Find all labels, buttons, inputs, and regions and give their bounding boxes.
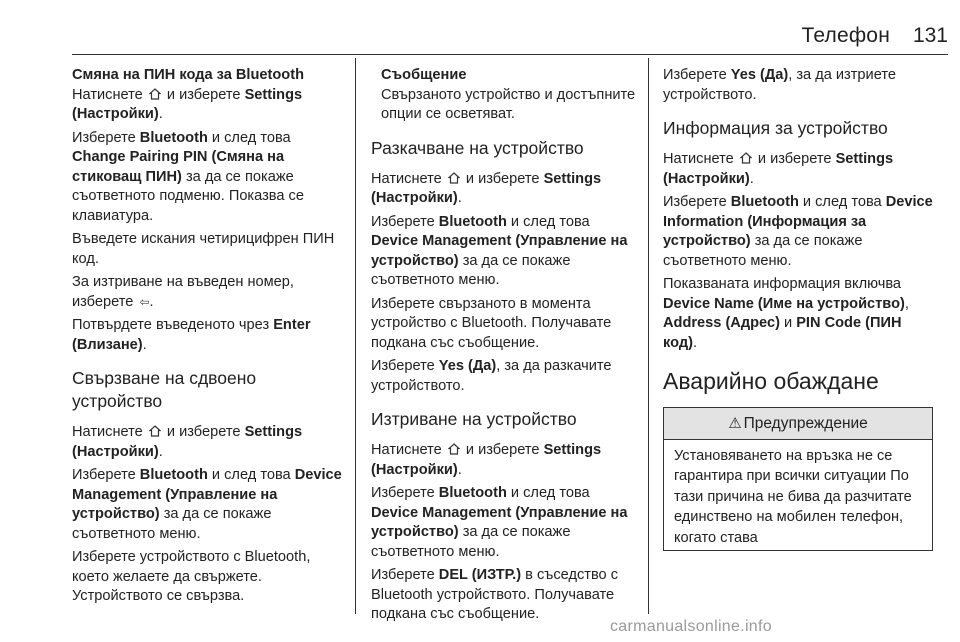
menu-label: Bluetooth: [438, 485, 507, 501]
home-icon: [149, 88, 161, 100]
text: и изберете: [753, 151, 836, 167]
text: за да се покаже съответното меню.: [371, 252, 571, 288]
text: за да се покаже съответното подменю. Показва се клавиатура.: [72, 168, 304, 224]
menu-label: Device Management (Управление на устройство): [371, 504, 628, 540]
column-divider: [648, 58, 649, 614]
text: .: [142, 336, 147, 353]
text: Изберете: [371, 358, 439, 374]
chapter-title: Телефон: [801, 24, 890, 47]
text: Потвърдете въведеното чрез: [72, 317, 274, 333]
column-divider: [355, 58, 356, 614]
backspace-icon: ⇦: [139, 294, 150, 309]
text: Натиснете: [72, 86, 147, 103]
menu-label: Address (Адрес): [663, 315, 780, 331]
text: и след това: [506, 213, 590, 230]
text: Изберете: [663, 67, 731, 83]
paragraph: [72, 423, 342, 462]
column-2: [371, 66, 637, 629]
paragraph: Изберете свързаното в момента устройство с Bluetooth. Получавате подкана със съобщение.: [371, 295, 612, 351]
heading-connect-paired: Свързване на сдвоено устройство: [72, 368, 257, 411]
menu-label: Bluetooth: [139, 467, 208, 483]
paragraph: [72, 86, 342, 125]
menu-label: Device Name (Име на устройство): [663, 295, 905, 312]
menu-label: Settings (Настройки): [371, 170, 602, 206]
page-header: [72, 0, 948, 54]
text: Изберете: [663, 194, 731, 210]
warning-header: [664, 408, 932, 440]
paragraph: [371, 566, 637, 625]
text: .: [457, 190, 462, 206]
heading-device-info: Информация за устройство: [663, 118, 888, 138]
menu-label: Bluetooth: [730, 194, 799, 210]
home-icon: [149, 425, 161, 437]
text: и след това: [207, 129, 291, 146]
text: .: [457, 461, 462, 478]
header-rule: [72, 54, 948, 55]
menu-label: Bluetooth: [438, 213, 507, 230]
warning-title: Предупреждение: [743, 415, 868, 432]
paragraph: Изберете устройството с Bluetooth, което желаете да свържете. Устройството се свързва.: [72, 549, 311, 604]
paragraph: [371, 441, 637, 480]
heading-emergency-call: Аварийно обаждане: [663, 368, 879, 394]
paragraph: [371, 170, 637, 209]
text: За изтриване на въведен номер, изберете: [72, 274, 294, 310]
text: и изберете: [461, 170, 544, 187]
text: , за да разкачите устройството.: [371, 358, 612, 394]
text: за да се покаже съответното меню.: [663, 233, 863, 269]
menu-label: Settings (Настройки): [371, 442, 602, 478]
text: Изберете: [371, 567, 439, 583]
text: Изберете: [371, 485, 439, 501]
text: .: [149, 293, 154, 310]
note-title: Съобщение: [381, 67, 467, 83]
menu-label: Device Management (Управление на устройство): [72, 467, 342, 522]
paragraph: [663, 66, 933, 105]
text: и след това: [207, 467, 295, 483]
column-1: [72, 66, 342, 611]
text: и след това: [506, 485, 590, 501]
text: в съседство с Bluetooth устройството. Получавате подкана със съобщение.: [371, 567, 619, 622]
text: Изберете: [72, 467, 140, 483]
text: и изберете: [162, 424, 245, 440]
paragraph: [663, 150, 933, 189]
column-3: [663, 66, 933, 551]
note-text: Свързаното устройство и достъпните опции се осветяват.: [381, 86, 636, 122]
warning-box: [663, 407, 933, 551]
menu-label: Bluetooth: [139, 129, 208, 146]
text: Натиснете: [371, 442, 446, 458]
text: .: [158, 443, 163, 460]
watermark: carmanualsonline.info: [610, 618, 772, 635]
text: за да се покаже съответното меню.: [371, 524, 571, 560]
menu-label: Settings (Настройки): [72, 424, 303, 460]
text: .: [749, 170, 754, 187]
text: , за да изтриете устройството.: [663, 67, 896, 103]
menu-label: Yes (Да): [730, 67, 789, 83]
message-note: [371, 66, 637, 125]
text: и: [779, 315, 797, 331]
paragraph: [371, 357, 637, 396]
text: за да се покаже съответното меню.: [72, 506, 272, 542]
text: Натиснете: [663, 151, 738, 167]
menu-label: Enter (Влизане): [72, 317, 311, 353]
subheading-change-pin: Смяна на ПИН кода за Bluetooth: [72, 67, 304, 83]
paragraph: [72, 273, 342, 312]
text: Показваната информация включва: [663, 276, 902, 292]
home-icon: [448, 443, 460, 455]
paragraph: [72, 129, 342, 227]
home-icon: [740, 152, 752, 164]
menu-label: Device Information (Информация за устройство): [663, 194, 933, 249]
text: и изберете: [461, 442, 544, 458]
text: .: [692, 334, 698, 351]
menu-label: Settings (Настройки): [72, 86, 303, 122]
paragraph: [663, 193, 933, 271]
menu-label: Yes (Да): [438, 358, 497, 374]
menu-label: Device Management (Управление на устройство): [371, 233, 628, 269]
paragraph: Въведете искания четирицифрен ПИН код.: [72, 231, 335, 267]
text: Изберете: [371, 213, 439, 230]
menu-label: Change Pairing PIN (Смяна на стиковащ ПИН): [72, 149, 285, 185]
heading-delete-device: Изтриване на устройство: [371, 409, 577, 429]
warning-text: Установяването на връзка не се гарантира при всички ситуации По тази причина не бива да разчитате единствено на мобилен телефон, когато става: [674, 447, 912, 546]
home-icon: [448, 172, 460, 184]
text: ,: [904, 295, 909, 312]
text: Натиснете: [72, 424, 147, 440]
paragraph: [663, 275, 933, 353]
text: .: [158, 106, 163, 122]
menu-label: PIN Code (ПИН код): [663, 315, 902, 351]
paragraph: [72, 466, 342, 544]
heading-disconnect: Разкачване на устройство: [371, 137, 584, 158]
page-number: 131: [912, 24, 948, 47]
paragraph: [72, 316, 342, 355]
paragraph: [371, 484, 637, 562]
warning-icon: ⚠: [728, 415, 742, 432]
text: Натиснете: [371, 170, 446, 187]
text: и след това: [798, 194, 886, 210]
menu-label: Settings (Настройки): [663, 151, 894, 187]
text: и изберете: [162, 86, 245, 103]
text: Изберете: [72, 129, 140, 146]
menu-label: DEL (ИЗТР.): [438, 567, 522, 583]
paragraph: [371, 213, 637, 291]
